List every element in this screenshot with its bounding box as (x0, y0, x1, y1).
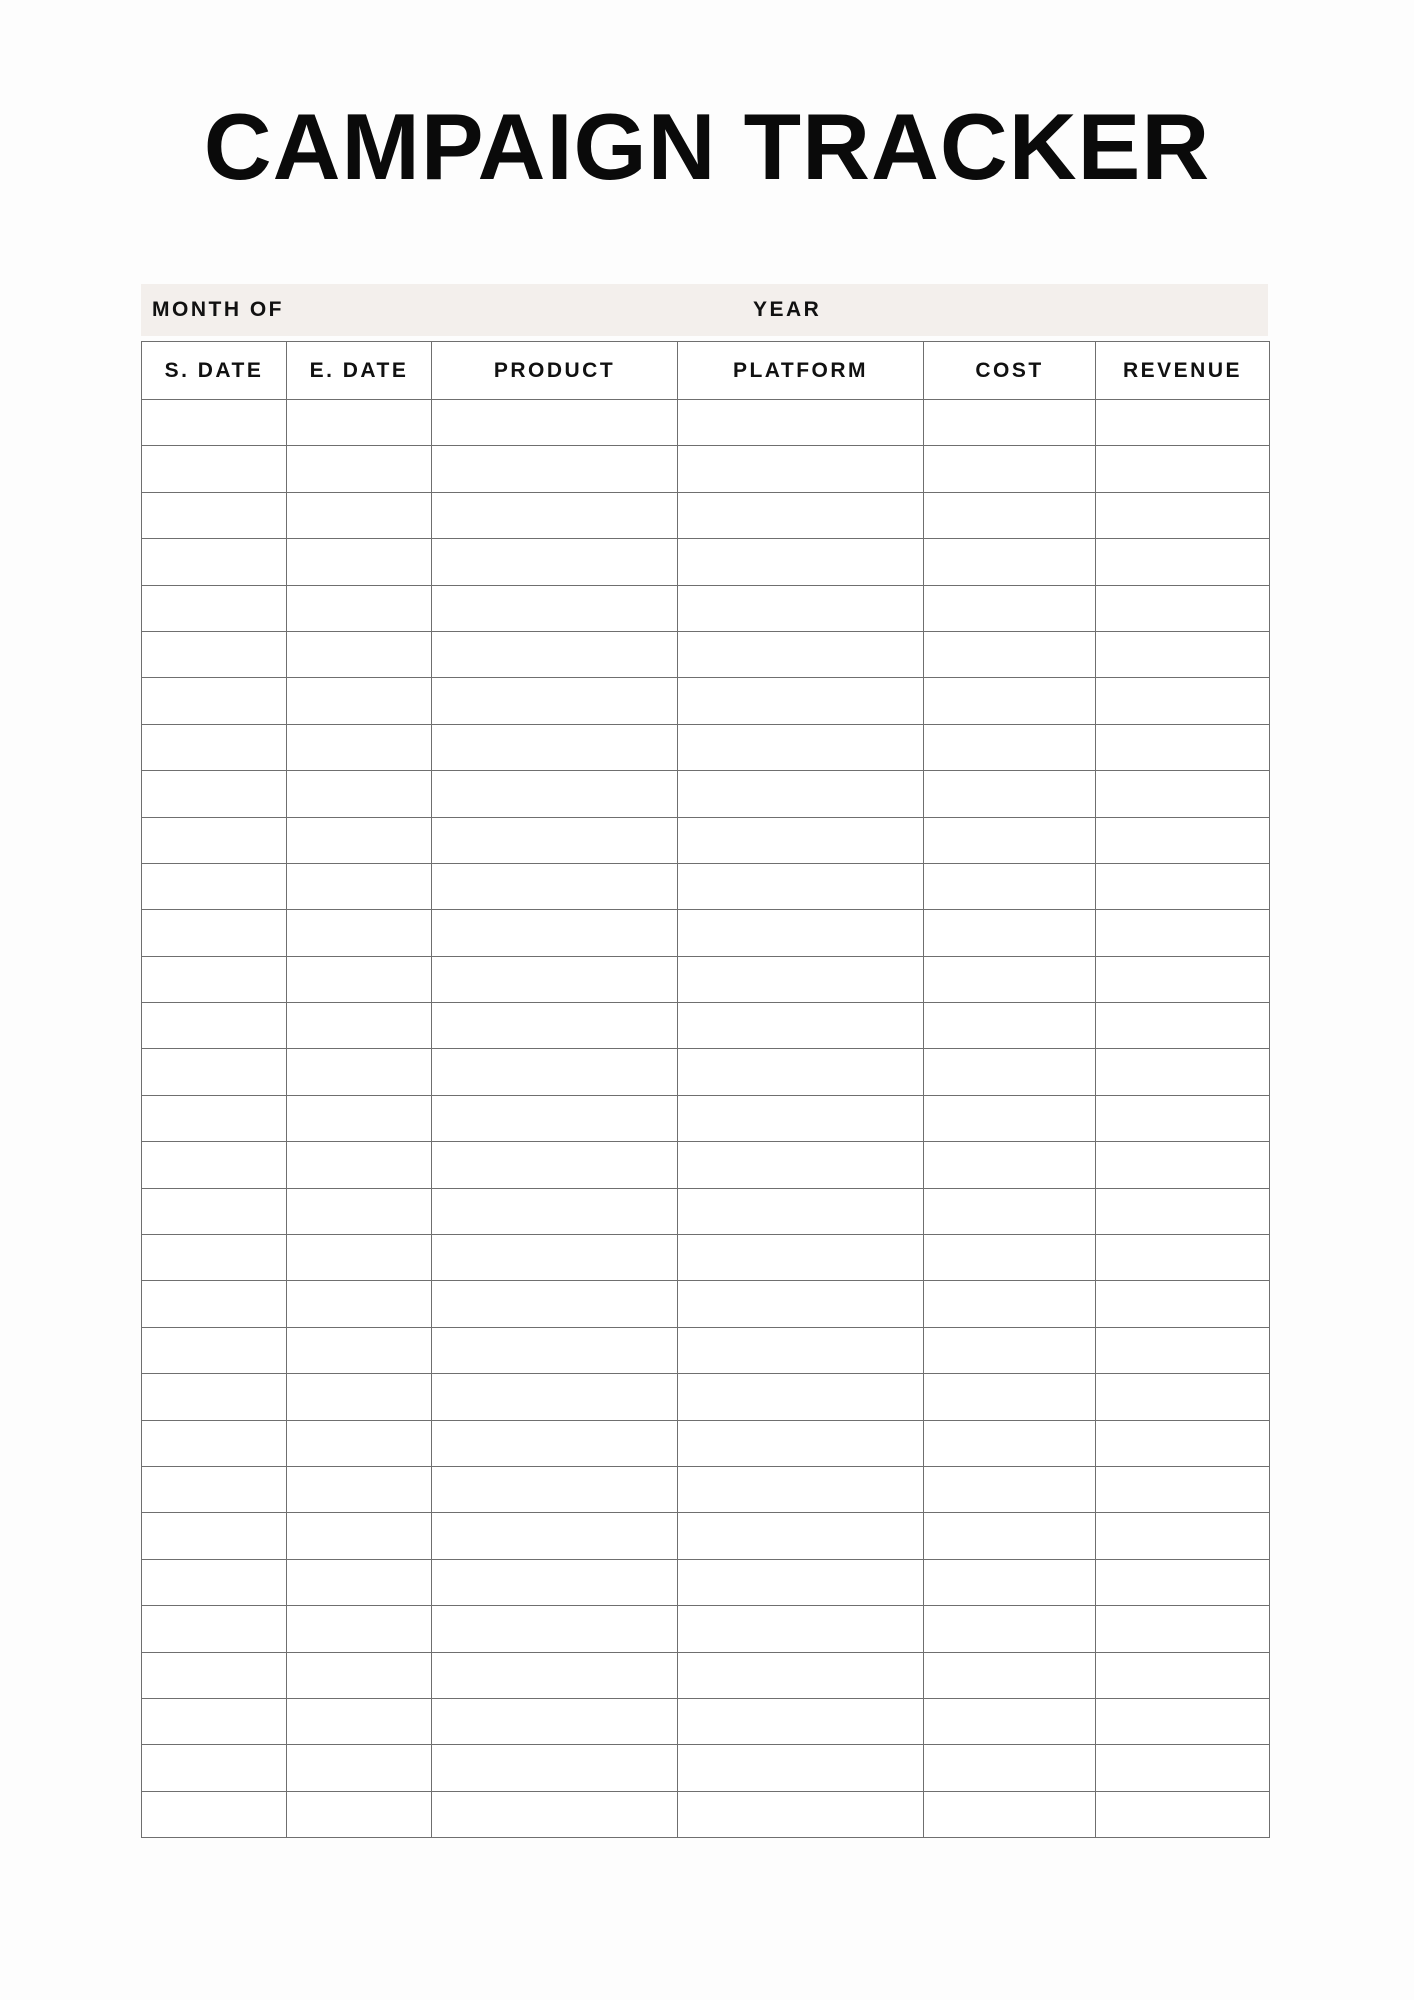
start-date-cell[interactable] (142, 956, 287, 1002)
table-row (142, 956, 1270, 1002)
revenue-cell[interactable] (1096, 400, 1270, 446)
platform-cell[interactable] (678, 1652, 924, 1698)
product-cell[interactable] (432, 446, 678, 492)
end-date-cell[interactable] (287, 1513, 432, 1559)
table-row (142, 492, 1270, 538)
platform-cell[interactable] (678, 678, 924, 724)
end-date-cell[interactable] (287, 1652, 432, 1698)
revenue-cell[interactable] (1096, 1327, 1270, 1373)
table-row (142, 1374, 1270, 1420)
product-cell[interactable] (432, 863, 678, 909)
start-date-cell[interactable] (142, 724, 287, 770)
revenue-cell[interactable] (1096, 771, 1270, 817)
table-header-row (142, 342, 1270, 400)
platform-cell[interactable] (678, 446, 924, 492)
revenue-cell[interactable] (1096, 1559, 1270, 1605)
end-date-cell[interactable] (287, 817, 432, 863)
end-date-cell[interactable] (287, 1095, 432, 1141)
start-date-cell[interactable] (142, 1374, 287, 1420)
end-date-cell[interactable] (287, 863, 432, 909)
revenue-cell[interactable] (1096, 1606, 1270, 1652)
start-date-cell[interactable] (142, 1652, 287, 1698)
start-date-cell[interactable] (142, 1003, 287, 1049)
product-cell[interactable] (432, 400, 678, 446)
start-date-cell[interactable] (142, 771, 287, 817)
platform-cell[interactable] (678, 1559, 924, 1605)
table-row (142, 1791, 1270, 1837)
platform-cell[interactable] (678, 956, 924, 1002)
revenue-cell[interactable] (1096, 1003, 1270, 1049)
platform-cell[interactable] (678, 1003, 924, 1049)
start-date-cell[interactable] (142, 817, 287, 863)
revenue-cell[interactable] (1096, 863, 1270, 909)
revenue-cell[interactable] (1096, 1095, 1270, 1141)
table-row (142, 1420, 1270, 1466)
end-date-cell[interactable] (287, 724, 432, 770)
platform-cell[interactable] (678, 910, 924, 956)
table-row (142, 1513, 1270, 1559)
table-row (142, 1327, 1270, 1373)
product-cell[interactable] (432, 1235, 678, 1281)
product-cell[interactable] (432, 1142, 678, 1188)
cost-cell[interactable] (924, 771, 1096, 817)
start-date-cell[interactable] (142, 1420, 287, 1466)
platform-cell[interactable] (678, 585, 924, 631)
cost-cell[interactable] (924, 1698, 1096, 1744)
start-date-cell[interactable] (142, 1095, 287, 1141)
cost-cell[interactable] (924, 1003, 1096, 1049)
table-row (142, 1142, 1270, 1188)
platform-cell[interactable] (678, 1281, 924, 1327)
revenue-cell[interactable] (1096, 1374, 1270, 1420)
platform-cell[interactable] (678, 1791, 924, 1837)
end-date-cell[interactable] (287, 910, 432, 956)
start-date-cell[interactable] (142, 1327, 287, 1373)
revenue-cell[interactable] (1096, 724, 1270, 770)
cost-cell[interactable] (924, 863, 1096, 909)
end-date-cell[interactable] (287, 678, 432, 724)
table-row (142, 1095, 1270, 1141)
cost-cell[interactable] (924, 1374, 1096, 1420)
table-row (142, 1188, 1270, 1234)
cost-cell[interactable] (924, 1095, 1096, 1141)
platform-cell[interactable] (678, 1142, 924, 1188)
table-row (142, 910, 1270, 956)
table-row (142, 1745, 1270, 1791)
revenue-cell[interactable] (1096, 678, 1270, 724)
cost-cell[interactable] (924, 1327, 1096, 1373)
revenue-cell[interactable] (1096, 1420, 1270, 1466)
revenue-cell[interactable] (1096, 1235, 1270, 1281)
cost-cell[interactable] (924, 1791, 1096, 1837)
end-date-cell[interactable] (287, 1606, 432, 1652)
start-date-cell[interactable] (142, 1049, 287, 1095)
end-date-cell[interactable] (287, 446, 432, 492)
platform-cell[interactable] (678, 631, 924, 677)
product-cell[interactable] (432, 1003, 678, 1049)
platform-cell[interactable] (678, 1698, 924, 1744)
end-date-cell[interactable] (287, 1281, 432, 1327)
product-cell[interactable] (432, 492, 678, 538)
revenue-cell[interactable] (1096, 1745, 1270, 1791)
start-date-cell[interactable] (142, 446, 287, 492)
platform-cell[interactable] (678, 1374, 924, 1420)
revenue-cell[interactable] (1096, 1049, 1270, 1095)
column-header-end-date: E. DATE (287, 342, 432, 400)
page-title: CAMPAIGN TRACKER (203, 94, 1211, 199)
cost-cell[interactable] (924, 492, 1096, 538)
revenue-cell[interactable] (1096, 817, 1270, 863)
end-date-cell[interactable] (287, 1188, 432, 1234)
start-date-cell[interactable] (142, 539, 287, 585)
revenue-cell[interactable] (1096, 956, 1270, 1002)
product-cell[interactable] (432, 817, 678, 863)
revenue-cell[interactable] (1096, 1791, 1270, 1837)
product-cell[interactable] (432, 1652, 678, 1698)
product-cell[interactable] (432, 1420, 678, 1466)
table-row (142, 539, 1270, 585)
product-cell[interactable] (432, 1513, 678, 1559)
product-cell[interactable] (432, 771, 678, 817)
table-body (142, 400, 1270, 1838)
end-date-cell[interactable] (287, 1466, 432, 1512)
end-date-cell[interactable] (287, 492, 432, 538)
start-date-cell[interactable] (142, 1142, 287, 1188)
start-date-cell[interactable] (142, 1513, 287, 1559)
platform-cell[interactable] (678, 492, 924, 538)
table-row (142, 400, 1270, 446)
start-date-cell[interactable] (142, 678, 287, 724)
end-date-cell[interactable] (287, 1003, 432, 1049)
product-cell[interactable] (432, 585, 678, 631)
cost-cell[interactable] (924, 1188, 1096, 1234)
end-date-cell[interactable] (287, 539, 432, 585)
platform-cell[interactable] (678, 1095, 924, 1141)
end-date-cell[interactable] (287, 1791, 432, 1837)
end-date-cell[interactable] (287, 585, 432, 631)
end-date-cell[interactable] (287, 631, 432, 677)
product-cell[interactable] (432, 724, 678, 770)
column-header-platform: PLATFORM (678, 342, 924, 400)
cost-cell[interactable] (924, 1466, 1096, 1512)
platform-cell[interactable] (678, 1049, 924, 1095)
cost-cell[interactable] (924, 1235, 1096, 1281)
end-date-cell[interactable] (287, 1745, 432, 1791)
cost-cell[interactable] (924, 539, 1096, 585)
product-cell[interactable] (432, 910, 678, 956)
product-cell[interactable] (432, 1188, 678, 1234)
cost-cell[interactable] (924, 400, 1096, 446)
cost-cell[interactable] (924, 1049, 1096, 1095)
month-of-label: MONTH OF (152, 298, 284, 321)
table-row (142, 1049, 1270, 1095)
table-row (142, 678, 1270, 724)
platform-cell[interactable] (678, 771, 924, 817)
platform-cell[interactable] (678, 1606, 924, 1652)
table-row (142, 446, 1270, 492)
cost-cell[interactable] (924, 1745, 1096, 1791)
product-cell[interactable] (432, 1745, 678, 1791)
start-date-cell[interactable] (142, 631, 287, 677)
revenue-cell[interactable] (1096, 1281, 1270, 1327)
platform-cell[interactable] (678, 1420, 924, 1466)
product-cell[interactable] (432, 1049, 678, 1095)
start-date-cell[interactable] (142, 585, 287, 631)
start-date-cell[interactable] (142, 492, 287, 538)
cost-cell[interactable] (924, 585, 1096, 631)
cost-cell[interactable] (924, 1513, 1096, 1559)
end-date-cell[interactable] (287, 400, 432, 446)
cost-cell[interactable] (924, 1559, 1096, 1605)
product-cell[interactable] (432, 539, 678, 585)
product-cell[interactable] (432, 631, 678, 677)
column-header-cost: COST (924, 342, 1096, 400)
platform-cell[interactable] (678, 400, 924, 446)
platform-cell[interactable] (678, 539, 924, 585)
start-date-cell[interactable] (142, 1791, 287, 1837)
end-date-cell[interactable] (287, 956, 432, 1002)
column-header-start-date: S. DATE (142, 342, 287, 400)
campaign-table (141, 341, 1270, 1838)
revenue-cell[interactable] (1096, 1698, 1270, 1744)
table-row (142, 771, 1270, 817)
cost-cell[interactable] (924, 1606, 1096, 1652)
cost-cell[interactable] (924, 724, 1096, 770)
revenue-cell[interactable] (1096, 585, 1270, 631)
cost-cell[interactable] (924, 1142, 1096, 1188)
year-label: YEAR (753, 298, 822, 321)
product-cell[interactable] (432, 1606, 678, 1652)
product-cell[interactable] (432, 1791, 678, 1837)
revenue-cell[interactable] (1096, 1188, 1270, 1234)
end-date-cell[interactable] (287, 1049, 432, 1095)
cost-cell[interactable] (924, 446, 1096, 492)
start-date-cell[interactable] (142, 910, 287, 956)
product-cell[interactable] (432, 1698, 678, 1744)
cost-cell[interactable] (924, 1281, 1096, 1327)
platform-cell[interactable] (678, 1745, 924, 1791)
cost-cell[interactable] (924, 678, 1096, 724)
platform-cell[interactable] (678, 1235, 924, 1281)
product-cell[interactable] (432, 1095, 678, 1141)
column-header-revenue: REVENUE (1096, 342, 1270, 400)
platform-cell[interactable] (678, 863, 924, 909)
start-date-cell[interactable] (142, 1698, 287, 1744)
table-row (142, 1466, 1270, 1512)
start-date-cell[interactable] (142, 1559, 287, 1605)
revenue-cell[interactable] (1096, 1652, 1270, 1698)
cost-cell[interactable] (924, 910, 1096, 956)
cost-cell[interactable] (924, 631, 1096, 677)
end-date-cell[interactable] (287, 1559, 432, 1605)
revenue-cell[interactable] (1096, 1142, 1270, 1188)
table-row (142, 724, 1270, 770)
product-cell[interactable] (432, 678, 678, 724)
table-row (142, 863, 1270, 909)
revenue-cell[interactable] (1096, 492, 1270, 538)
platform-cell[interactable] (678, 724, 924, 770)
platform-cell[interactable] (678, 1513, 924, 1559)
table-row (142, 1652, 1270, 1698)
product-cell[interactable] (432, 956, 678, 1002)
column-header-product: PRODUCT (432, 342, 678, 400)
platform-cell[interactable] (678, 817, 924, 863)
table-row (142, 1003, 1270, 1049)
revenue-cell[interactable] (1096, 446, 1270, 492)
revenue-cell[interactable] (1096, 631, 1270, 677)
product-cell[interactable] (432, 1559, 678, 1605)
start-date-cell[interactable] (142, 1188, 287, 1234)
end-date-cell[interactable] (287, 1142, 432, 1188)
product-cell[interactable] (432, 1466, 678, 1512)
platform-cell[interactable] (678, 1327, 924, 1373)
end-date-cell[interactable] (287, 1327, 432, 1373)
start-date-cell[interactable] (142, 1745, 287, 1791)
cost-cell[interactable] (924, 1420, 1096, 1466)
start-date-cell[interactable] (142, 1466, 287, 1512)
platform-cell[interactable] (678, 1188, 924, 1234)
end-date-cell[interactable] (287, 1420, 432, 1466)
table-row (142, 1281, 1270, 1327)
table-row (142, 631, 1270, 677)
month-year-bar (141, 284, 1268, 336)
revenue-cell[interactable] (1096, 910, 1270, 956)
start-date-cell[interactable] (142, 400, 287, 446)
platform-cell[interactable] (678, 1466, 924, 1512)
end-date-cell[interactable] (287, 771, 432, 817)
product-cell[interactable] (432, 1327, 678, 1373)
end-date-cell[interactable] (287, 1698, 432, 1744)
end-date-cell[interactable] (287, 1374, 432, 1420)
cost-cell[interactable] (924, 1652, 1096, 1698)
table-row (142, 1559, 1270, 1605)
cost-cell[interactable] (924, 956, 1096, 1002)
table-row (142, 1698, 1270, 1744)
table-row (142, 1606, 1270, 1652)
end-date-cell[interactable] (287, 1235, 432, 1281)
start-date-cell[interactable] (142, 863, 287, 909)
revenue-cell[interactable] (1096, 539, 1270, 585)
table-row (142, 817, 1270, 863)
table-row (142, 1235, 1270, 1281)
product-cell[interactable] (432, 1281, 678, 1327)
revenue-cell[interactable] (1096, 1513, 1270, 1559)
product-cell[interactable] (432, 1374, 678, 1420)
start-date-cell[interactable] (142, 1281, 287, 1327)
table-row (142, 585, 1270, 631)
cost-cell[interactable] (924, 817, 1096, 863)
start-date-cell[interactable] (142, 1606, 287, 1652)
start-date-cell[interactable] (142, 1235, 287, 1281)
revenue-cell[interactable] (1096, 1466, 1270, 1512)
